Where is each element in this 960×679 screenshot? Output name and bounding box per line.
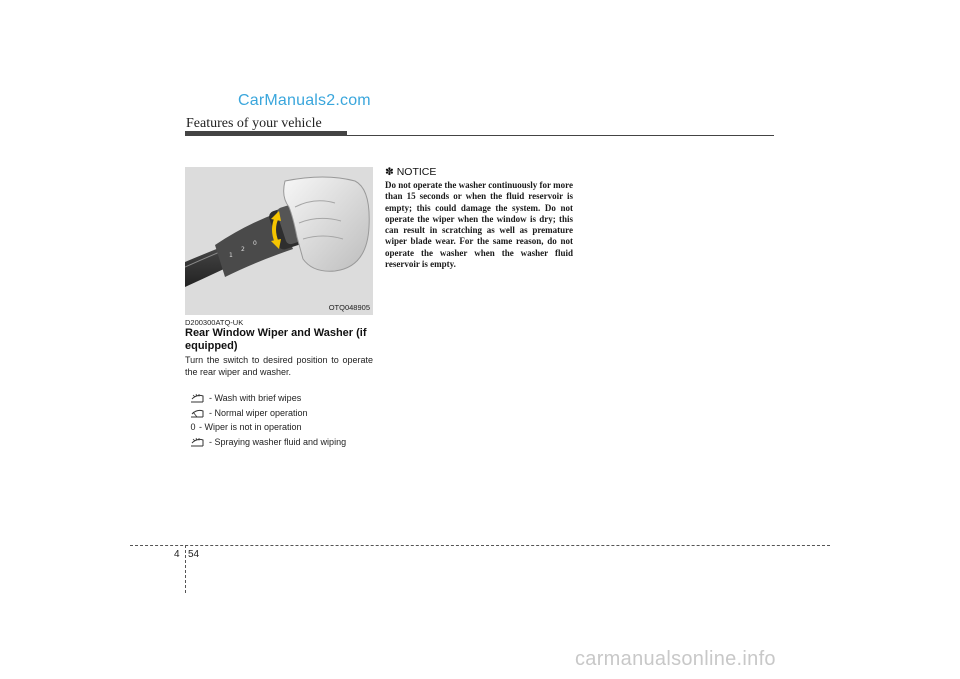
page-number: 54 (188, 549, 200, 560)
svg-text:1: 1 (229, 252, 233, 259)
mode-label: - Wiper is not in operation (199, 422, 302, 433)
hand-turning-switch-image (185, 167, 373, 315)
washer-spray-icon (189, 436, 205, 448)
header-rule-thick (185, 131, 347, 136)
washer-spray-icon (189, 392, 205, 404)
mode-label: - Spraying washer fluid and wiping (209, 436, 347, 447)
footer-divider (185, 545, 186, 593)
section-title: Rear Window Wiper and Washer (if equipped) (185, 327, 367, 352)
list-item (185, 420, 385, 435)
svg-text:2: 2 (241, 246, 245, 253)
wiper-mode-list (185, 391, 385, 449)
notice-body: Do not operate the washer continuously for more than 15 seconds or when the fluid reservoir is empty; this could damage the system. Do not operate the wiper when the window is dry; this can result in scratching as well as premature wiper blade wear. For the same reason, do not operate the washer when the washer fluid reservoir is empty. (385, 180, 573, 270)
header-rule-thin (347, 135, 774, 137)
mode-label: - Normal wiper operation (209, 407, 308, 418)
list-item (185, 435, 385, 450)
page-chapter: 4 (174, 549, 180, 560)
notice-title: ✽ NOTICE (385, 166, 437, 178)
section-body: Turn the switch to desired position to operate the rear wiper and washer. (185, 355, 373, 377)
list-item (185, 391, 385, 406)
rear-wiper-icon (189, 407, 205, 419)
page-header-title: Features of your vehicle (186, 116, 322, 131)
watermark-carmanualsonline: carmanualsonline.info (575, 648, 776, 670)
section-code: D200300ATQ-UK (185, 318, 244, 327)
footer-rule (130, 545, 830, 546)
mode-symbol-off: 0 (190, 422, 196, 433)
svg-text:0: 0 (253, 240, 257, 247)
wiper-switch-illustration (185, 167, 373, 315)
watermark-carmanuals2: CarManuals2.com (238, 92, 371, 109)
mode-label: - Wash with brief wipes (209, 393, 302, 404)
list-item (185, 406, 385, 421)
figure-code: OTQ048905 (328, 303, 370, 312)
